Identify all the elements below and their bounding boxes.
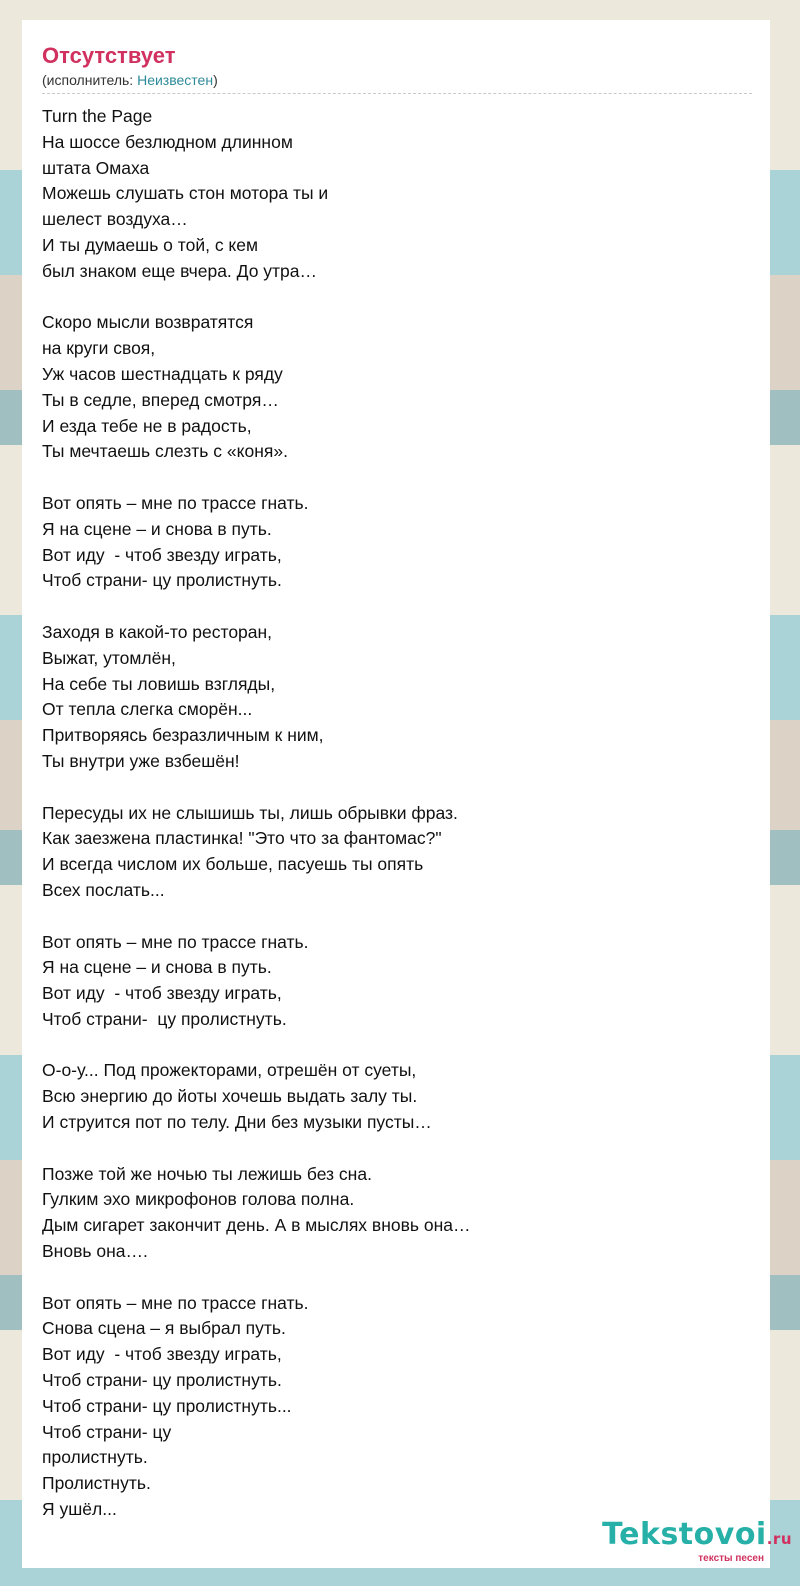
- logo-word: Tekstovoi: [602, 1517, 767, 1552]
- lyric-line: От тепла слегка сморён...: [42, 699, 253, 720]
- lyric-line: Заходя в какой-то ресторан,: [42, 621, 273, 642]
- lyrics-text: [42, 104, 750, 1523]
- lyric-line: Уж часов шестнадцать к ряду: [42, 363, 283, 384]
- lyric-line: Чтоб страни- цу пролистнуть...: [42, 1395, 292, 1416]
- lyric-line: [42, 285, 750, 311]
- lyric-line: [42, 1136, 750, 1162]
- logo-tld: .ru: [766, 1530, 792, 1548]
- lyric-line: И струится пот по телу. Дни без музыки пусты…: [42, 1112, 432, 1133]
- lyric-line: Вновь она….: [42, 1241, 148, 1262]
- lyric-line: [42, 775, 750, 801]
- lyric-line: Всех послать...: [42, 879, 165, 900]
- site-logo[interactable]: [602, 1519, 792, 1564]
- lyric-line: Вот опять – мне по трассе гнать.: [42, 931, 309, 952]
- lyric-line: пролистнуть.: [42, 1447, 148, 1468]
- lyric-line: Дым сигарет закончит день. А в мыслях вновь она…: [42, 1215, 471, 1236]
- lyric-line: [42, 904, 750, 930]
- lyrics-card: [22, 20, 770, 1568]
- lyric-line: Позже той же ночью ты лежишь без сна.: [42, 1163, 372, 1184]
- lyric-line: Я на сцене – и снова в путь.: [42, 957, 272, 978]
- lyric-line: Чтоб страни- цу пролистнуть.: [42, 1008, 287, 1029]
- lyric-line: штата Омаха: [42, 157, 150, 178]
- artist-prefix: (исполнитель:: [42, 72, 138, 88]
- lyric-line: На шоссе безлюдном длинном: [42, 131, 293, 152]
- lyric-line: был знаком еще вчера. До утра…: [42, 260, 318, 281]
- lyric-line: Вот иду - чтоб звезду играть,: [42, 544, 282, 565]
- lyric-line: на круги своя,: [42, 338, 156, 359]
- song-title: Отсутствует: [42, 43, 176, 68]
- lyric-line: Чтоб страни- цу: [42, 1421, 172, 1442]
- lyric-line: На себе ты ловишь взгляды,: [42, 673, 276, 694]
- lyric-line: Скоро мысли возвратятся: [42, 312, 254, 333]
- lyric-line: Вот опять – мне по трассе гнать.: [42, 492, 309, 513]
- lyric-line: Можешь слушать стон мотора ты и: [42, 183, 329, 204]
- lyric-line: Вот опять – мне по трассе гнать.: [42, 1292, 309, 1313]
- lyric-line: Turn the Page: [42, 106, 153, 126]
- lyric-line: Ты мечтаешь слезть с «коня».: [42, 441, 288, 462]
- lyric-line: Как заезжена пластинка! "Это что за фантомас?": [42, 828, 442, 849]
- lyric-line: Чтоб страни- цу пролистнуть.: [42, 1370, 282, 1391]
- lyric-line: Гулким эхо микрофонов голова полна.: [42, 1189, 355, 1210]
- logo-tagline: тексты песен: [698, 1553, 764, 1564]
- lyric-line: Чтоб страни- цу пролистнуть.: [42, 570, 282, 591]
- lyric-line: Снова сцена – я выбрал путь.: [42, 1318, 286, 1339]
- lyric-line: [42, 465, 750, 491]
- lyric-line: Я ушёл...: [42, 1499, 117, 1520]
- lyric-line: Пересуды их не слышишь ты, лишь обрывки фраз.: [42, 802, 458, 823]
- lyric-line: Ты внутри уже взбешён!: [42, 750, 240, 771]
- lyric-line: И езда тебе не в радость,: [42, 415, 252, 436]
- lyric-line: О-о-у... Под прожекторами, отрешён от суеты,: [42, 1060, 417, 1081]
- artist-line: [42, 71, 752, 94]
- artist-link[interactable]: Неизвестен: [137, 72, 214, 88]
- lyric-line: Я на сцене – и снова в путь.: [42, 518, 272, 539]
- lyric-line: Вот иду - чтоб звезду играть,: [42, 1344, 282, 1365]
- lyric-line: [42, 1265, 750, 1291]
- lyric-line: Вот иду - чтоб звезду играть,: [42, 983, 282, 1004]
- artist-suffix: ): [213, 72, 218, 88]
- lyric-line: [42, 1033, 750, 1059]
- lyric-line: Всю энергию до йоты хочешь выдать залу ты.: [42, 1086, 418, 1107]
- lyric-line: Выжат, утомлён,: [42, 647, 176, 668]
- lyric-line: Пролистнуть.: [42, 1473, 151, 1494]
- lyric-line: И всегда числом их больше, пасуешь ты опять: [42, 854, 424, 875]
- lyric-line: Притворяясь безразличным к ним,: [42, 725, 324, 746]
- lyric-line: Ты в седле, вперед смотря…: [42, 389, 279, 410]
- lyric-line: И ты думаешь о той, с кем: [42, 234, 259, 255]
- lyric-line: [42, 594, 750, 620]
- lyric-line: шелест воздуха…: [42, 209, 188, 230]
